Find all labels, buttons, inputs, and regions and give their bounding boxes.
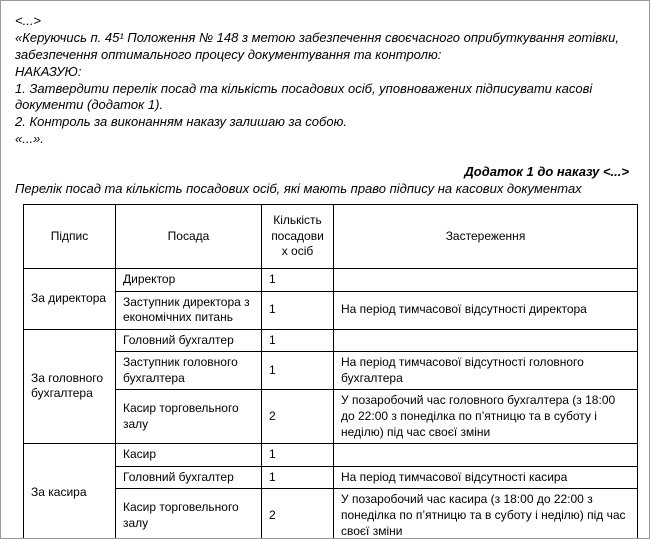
signer-cell: За головного бухгалтера <box>24 329 116 444</box>
position-cell: Головний бухгалтер <box>116 329 262 352</box>
position-cell: Касир торговельного залу <box>116 489 262 539</box>
signer-cell: За директора <box>24 268 116 329</box>
count-cell: 1 <box>262 352 334 390</box>
header-position: Посада <box>116 205 262 269</box>
table-row <box>24 444 638 467</box>
order-command-word: НАКАЗУЮ: <box>15 63 82 79</box>
table-row <box>24 390 638 444</box>
excerpt-ellipsis-close: «...». <box>15 131 44 147</box>
header-count: Кількість посадових осіб <box>262 205 334 269</box>
header-signer: Підпис <box>24 205 116 269</box>
note-cell: На період тимчасової відсутності касира <box>334 466 638 489</box>
table-row <box>24 489 638 539</box>
count-cell: 1 <box>262 444 334 467</box>
note-cell: У позаробочий час касира (з 18:00 до 22:00 з понеділка по п’ятницю та в суботу і неділю) під час своєї зміни <box>334 489 638 539</box>
table-header-row <box>24 205 638 269</box>
order-preamble: «Керуючись п. 45¹ Положення № 148 з метою забезпечення своєчасного оприбуткування готівки, забезпечення оптимального процесу документування та контролю: <box>15 29 619 62</box>
note-cell <box>334 268 638 291</box>
signers-table <box>23 204 638 539</box>
header-note: Застереження <box>334 205 638 269</box>
note-cell <box>334 444 638 467</box>
table-row <box>24 329 638 352</box>
position-cell: Касир торговельного залу <box>116 390 262 444</box>
count-cell: 1 <box>262 466 334 489</box>
count-cell: 1 <box>262 268 334 291</box>
position-cell: Заступник директора з економічних питань <box>116 291 262 329</box>
signer-cell: За касира <box>24 444 116 539</box>
position-cell: Головний бухгалтер <box>116 466 262 489</box>
table-title: Перелік посад та кількість посадових осіб, які мають право підпису на касових документах <box>15 181 582 197</box>
count-cell: 1 <box>262 291 334 329</box>
count-cell: 2 <box>262 489 334 539</box>
order-item-1: 1. Затвердити перелік посад та кількість посадових осіб, уповноважених підписувати касові документи (додаток 1). <box>15 80 593 113</box>
position-cell: Директор <box>116 268 262 291</box>
position-cell: Касир <box>116 444 262 467</box>
position-cell: Заступник головного бухгалтера <box>116 352 262 390</box>
order-item-2: 2. Контроль за виконанням наказу залишаю за собою. <box>15 114 347 130</box>
appendix-heading: Додаток 1 до наказу <...> <box>464 164 629 180</box>
order-excerpt <box>15 13 637 148</box>
table-row <box>24 466 638 489</box>
count-cell: 2 <box>262 390 334 444</box>
table-row <box>24 352 638 390</box>
note-cell: У позаробочий час головного бухгалтера (з 18:00 до 22:00 з понеділка по п’ятницю та в суботу і неділю) під час своєї зміни <box>334 390 638 444</box>
note-cell <box>334 329 638 352</box>
table-row <box>24 291 638 329</box>
note-cell: На період тимчасової відсутності директора <box>334 291 638 329</box>
excerpt-ellipsis-open: <...> <box>15 13 42 28</box>
table-row <box>24 268 638 291</box>
note-cell: На період тимчасової відсутності головного бухгалтера <box>334 352 638 390</box>
count-cell: 1 <box>262 329 334 352</box>
